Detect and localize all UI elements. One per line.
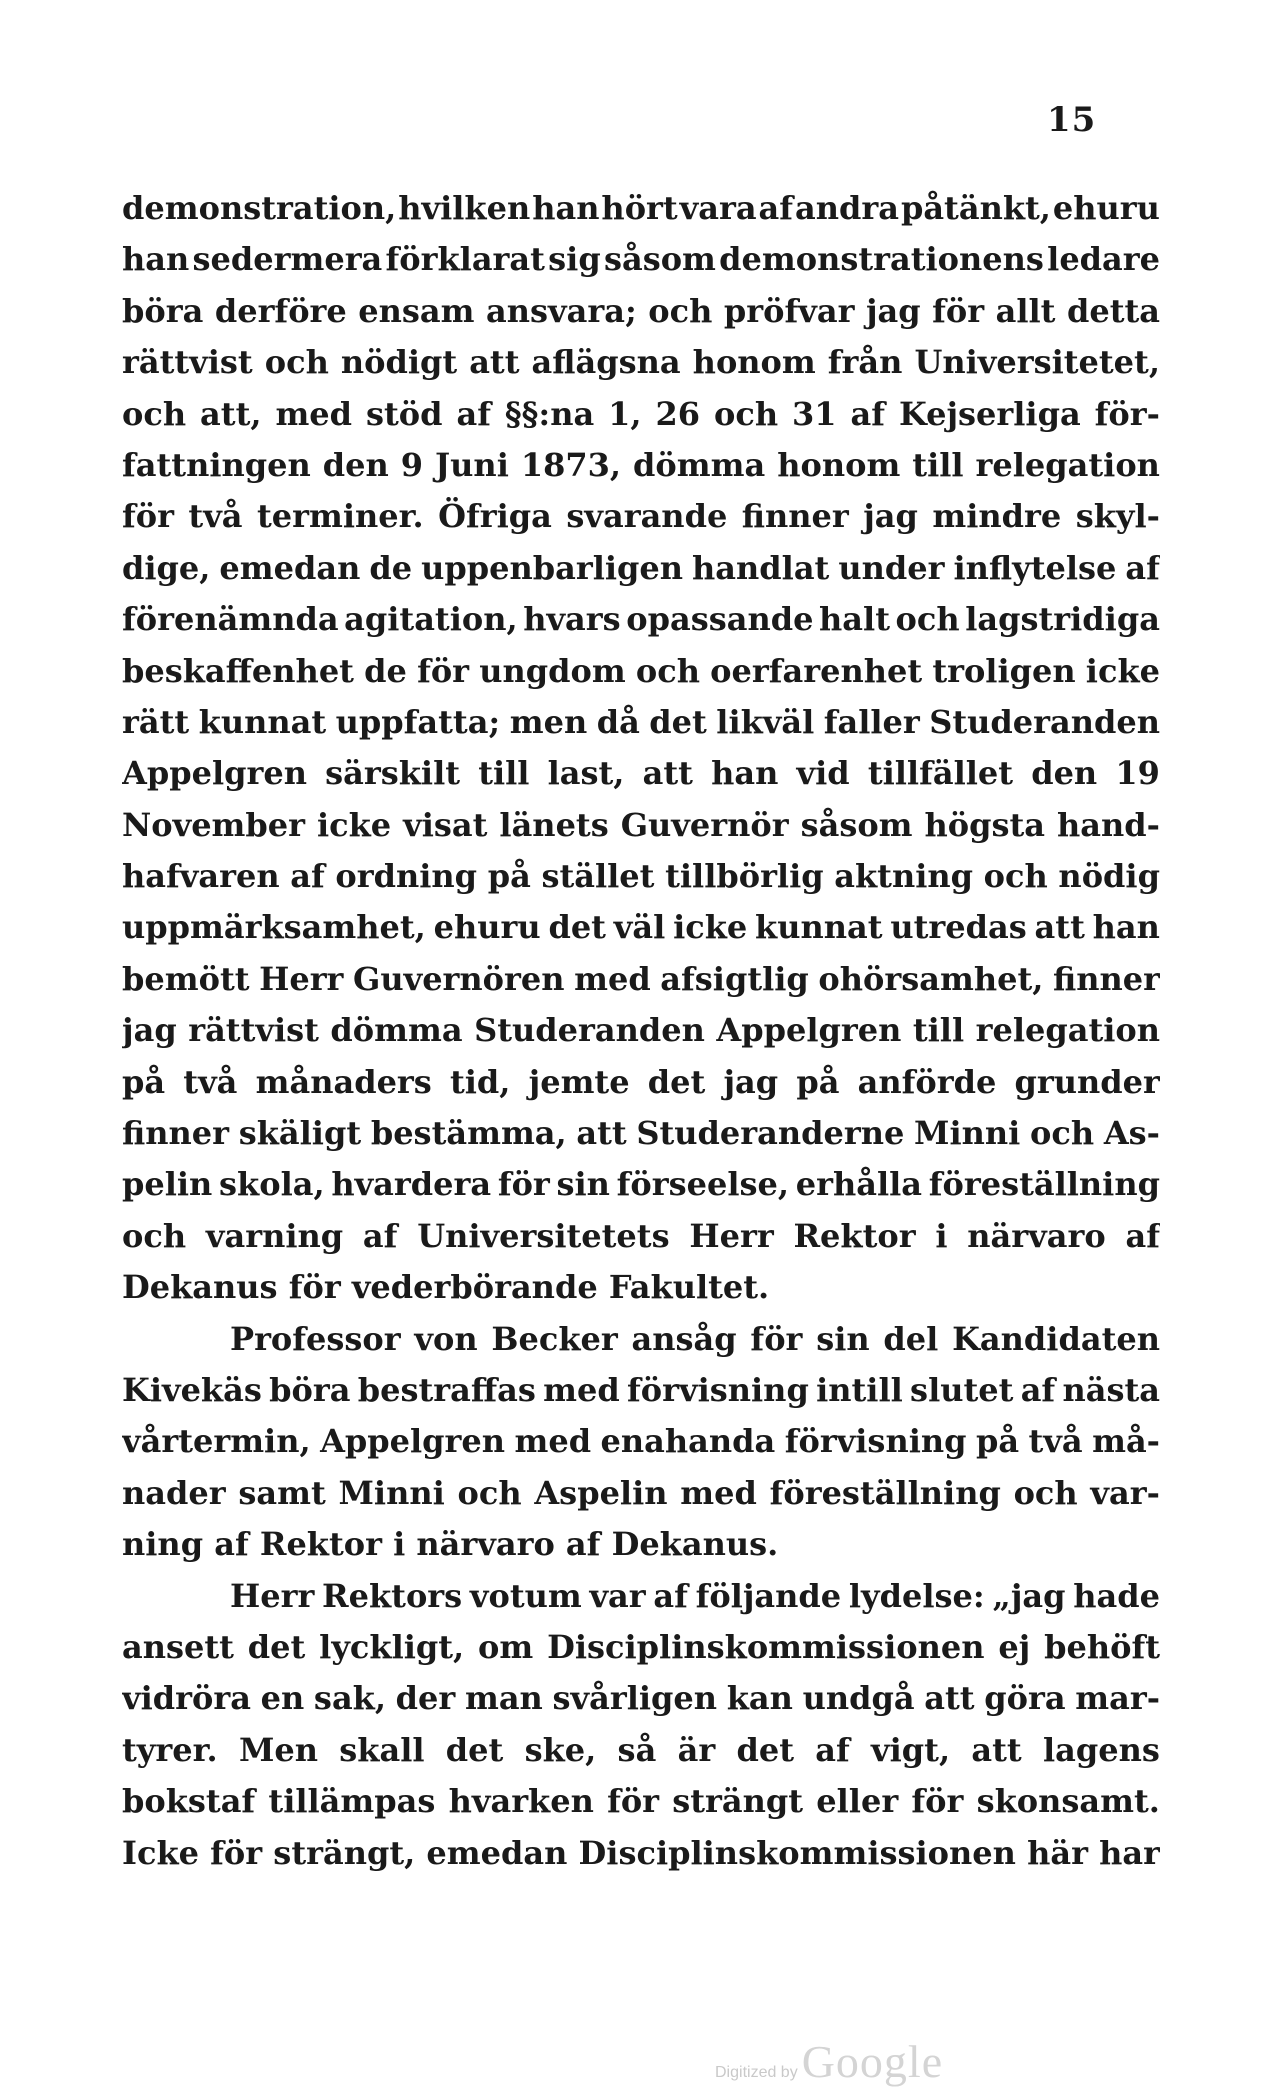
text-line: nader samt Minni och Aspelin med föreställning och var- xyxy=(122,1473,1160,1512)
text-line: beskaffenhet de för ungdom och oerfarenhet troligen icke xyxy=(122,651,1160,690)
text-line: Kivekäs böra bestraffas med förvisning intill slutet af nästa xyxy=(122,1370,1160,1409)
text-line: Dekanus för vederbörande Fakultet. xyxy=(122,1268,770,1307)
text-line: på två månaders tid, jemte det jag på anförde grunder xyxy=(122,1062,1160,1101)
text-line: Icke för strängt, emedan Disciplinskommissionen här har xyxy=(122,1833,1160,1872)
text-line: vårtermin, Appelgren med enahanda förvisning på två må- xyxy=(122,1422,1160,1461)
digitized-watermark xyxy=(715,2035,943,2088)
text-line: och att, med stöd af §§:na 1, 26 och 31 af Kejserliga för- xyxy=(122,394,1160,433)
text-line: rätt kunnat uppfatta; men då det likväl faller Studeranden xyxy=(122,702,1160,741)
text-line: uppmärksamhet, ehuru det väl icke kunnat utredas att han xyxy=(122,908,1160,947)
digitized-label: Digitized by xyxy=(715,2064,798,2081)
text-line: böra derföre ensam ansvara; och pröfvar jag för allt detta xyxy=(122,291,1160,330)
text-line: finner skäligt bestämma, att Studeranderne Minni och As- xyxy=(122,1114,1160,1153)
text-line: jag rättvist dömma Studeranden Appelgren till relegation xyxy=(122,1011,1160,1050)
text-line: November icke visat länets Guvernör såsom högsta hand- xyxy=(122,805,1160,844)
text-line: ansett det lyckligt, om Disciplinskommissionen ej behöft xyxy=(122,1627,1160,1666)
text-line: tyrer. Men skall det ske, så är det af vigt, att lagens xyxy=(122,1730,1160,1769)
text-line: dige, emedan de uppenbarligen handlat under inflytelse af xyxy=(122,548,1160,587)
text-line: ning af Rektor i närvaro af Dekanus. xyxy=(122,1525,779,1564)
text-line: bemött Herr Guvernören med afsigtlig ohörsamhet, finner xyxy=(122,959,1160,998)
text-line: Herr Rektors votum var af följande lydelse: „jag hade xyxy=(230,1576,1160,1615)
text-line: rättvist och nödigt att aflägsna honom från Universitetet, xyxy=(122,343,1160,382)
text-line: Professor von Becker ansåg för sin del Kandidaten xyxy=(230,1319,1160,1358)
text-line: demonstration, hvilken han hört vara af andra påtänkt, ehuru xyxy=(122,189,1160,227)
text-line: han sedermera förklarat sig såsom demonstrationens ledare xyxy=(122,240,1160,279)
page-number: 15 xyxy=(1047,100,1097,140)
text-line: hafvaren af ordning på stället tillbörlig aktning och nödig xyxy=(122,857,1160,896)
text-line: förenämnda agitation, hvars opassande halt och lagstridiga xyxy=(122,600,1160,639)
text-line: pelin skola, hvardera för sin förseelse, erhålla föreställning xyxy=(122,1165,1160,1204)
text-line: vidröra en sak, der man svårligen kan undgå att göra mar- xyxy=(122,1679,1160,1718)
body-text xyxy=(122,183,1160,1879)
text-line: fattningen den 9 Juni 1873, dömma honom till relegation xyxy=(122,445,1160,484)
text-line: Appelgren särskilt till last, att han vid tillfället den 19 xyxy=(122,754,1160,793)
google-logo: Google xyxy=(801,2036,944,2087)
text-line: bokstaf tillämpas hvarken för strängt eller för skonsamt. xyxy=(122,1782,1160,1821)
text-line: och varning af Universitetets Herr Rektor i närvaro af xyxy=(122,1216,1160,1255)
text-line: för två terminer. Öfriga svarande finner jag mindre skyl- xyxy=(122,497,1160,536)
